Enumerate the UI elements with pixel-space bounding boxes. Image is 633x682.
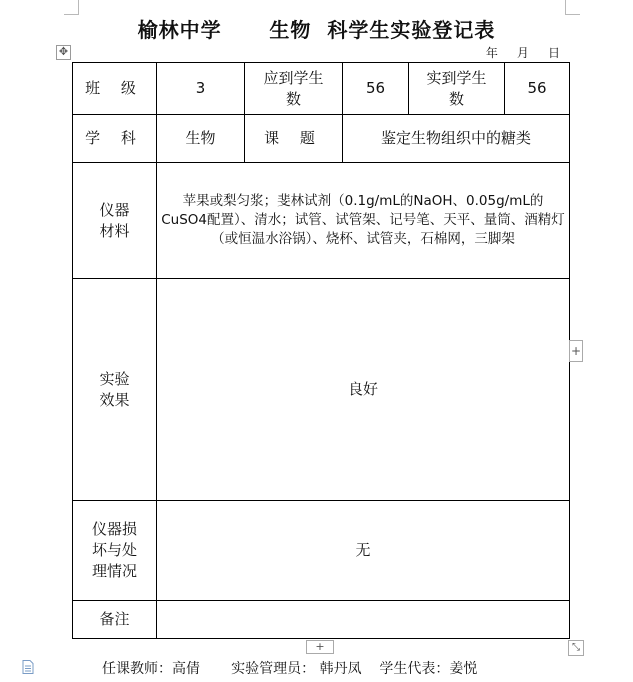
topic-label: 课 题: [245, 115, 343, 163]
expected-students-value[interactable]: 56: [343, 63, 409, 115]
expected-students-label: 应到学生数: [245, 63, 343, 115]
damage-label: 仪器损坏与处理情况: [73, 501, 157, 601]
table-move-handle-icon[interactable]: ✥: [56, 45, 71, 60]
manager-signature: 实验管理员： 韩丹凤: [231, 661, 362, 677]
class-label: 班 级: [73, 63, 157, 115]
teacher-signature: 任课教师：高倩: [102, 661, 200, 677]
actual-students-label: 实到学生数: [409, 63, 505, 115]
materials-label: 仪器材料: [73, 163, 157, 279]
table-row: [73, 279, 570, 501]
effect-value[interactable]: 良好: [157, 279, 570, 501]
topic-value[interactable]: 鉴定生物组织中的糖类: [343, 115, 570, 163]
table-row: [73, 163, 570, 279]
table-resize-handle-icon[interactable]: ⤡: [568, 640, 584, 656]
signature-line: [102, 658, 477, 678]
document-title: 榆林中学 生物 科学生实验登记表: [137, 18, 496, 42]
registration-table: [72, 62, 570, 639]
remarks-label: 备注: [73, 601, 157, 639]
remarks-value[interactable]: [157, 601, 570, 639]
student-rep-signature: 学生代表：姜悦: [379, 661, 478, 677]
subject-label: 学 科: [73, 115, 157, 163]
add-column-button[interactable]: +: [569, 340, 583, 362]
page-corner-mark-left: [64, 0, 79, 15]
add-row-button[interactable]: +: [306, 640, 334, 654]
document-icon[interactable]: [22, 660, 34, 674]
damage-value[interactable]: 无: [157, 501, 570, 601]
actual-students-value[interactable]: 56: [505, 63, 570, 115]
table-row: [73, 601, 570, 639]
effect-label: 实验效果: [73, 279, 157, 501]
materials-value[interactable]: 苹果或梨匀浆；斐林试剂（0.1g/mL的NaOH、0.05g/mL的CuSO4配置）、清水；试管、试管架、记号笔、天平、量筒、酒精灯（或恒温水浴锅）、烧杯、试管夹，石棉网，三脚架: [157, 163, 570, 279]
subject-value[interactable]: 生物: [157, 115, 245, 163]
table-row: [73, 63, 570, 115]
page-corner-mark-right: [565, 0, 580, 15]
date-line: 年 月 日: [485, 46, 560, 60]
table-row: [73, 501, 570, 601]
class-value[interactable]: 3: [157, 63, 245, 115]
table-row: [73, 115, 570, 163]
